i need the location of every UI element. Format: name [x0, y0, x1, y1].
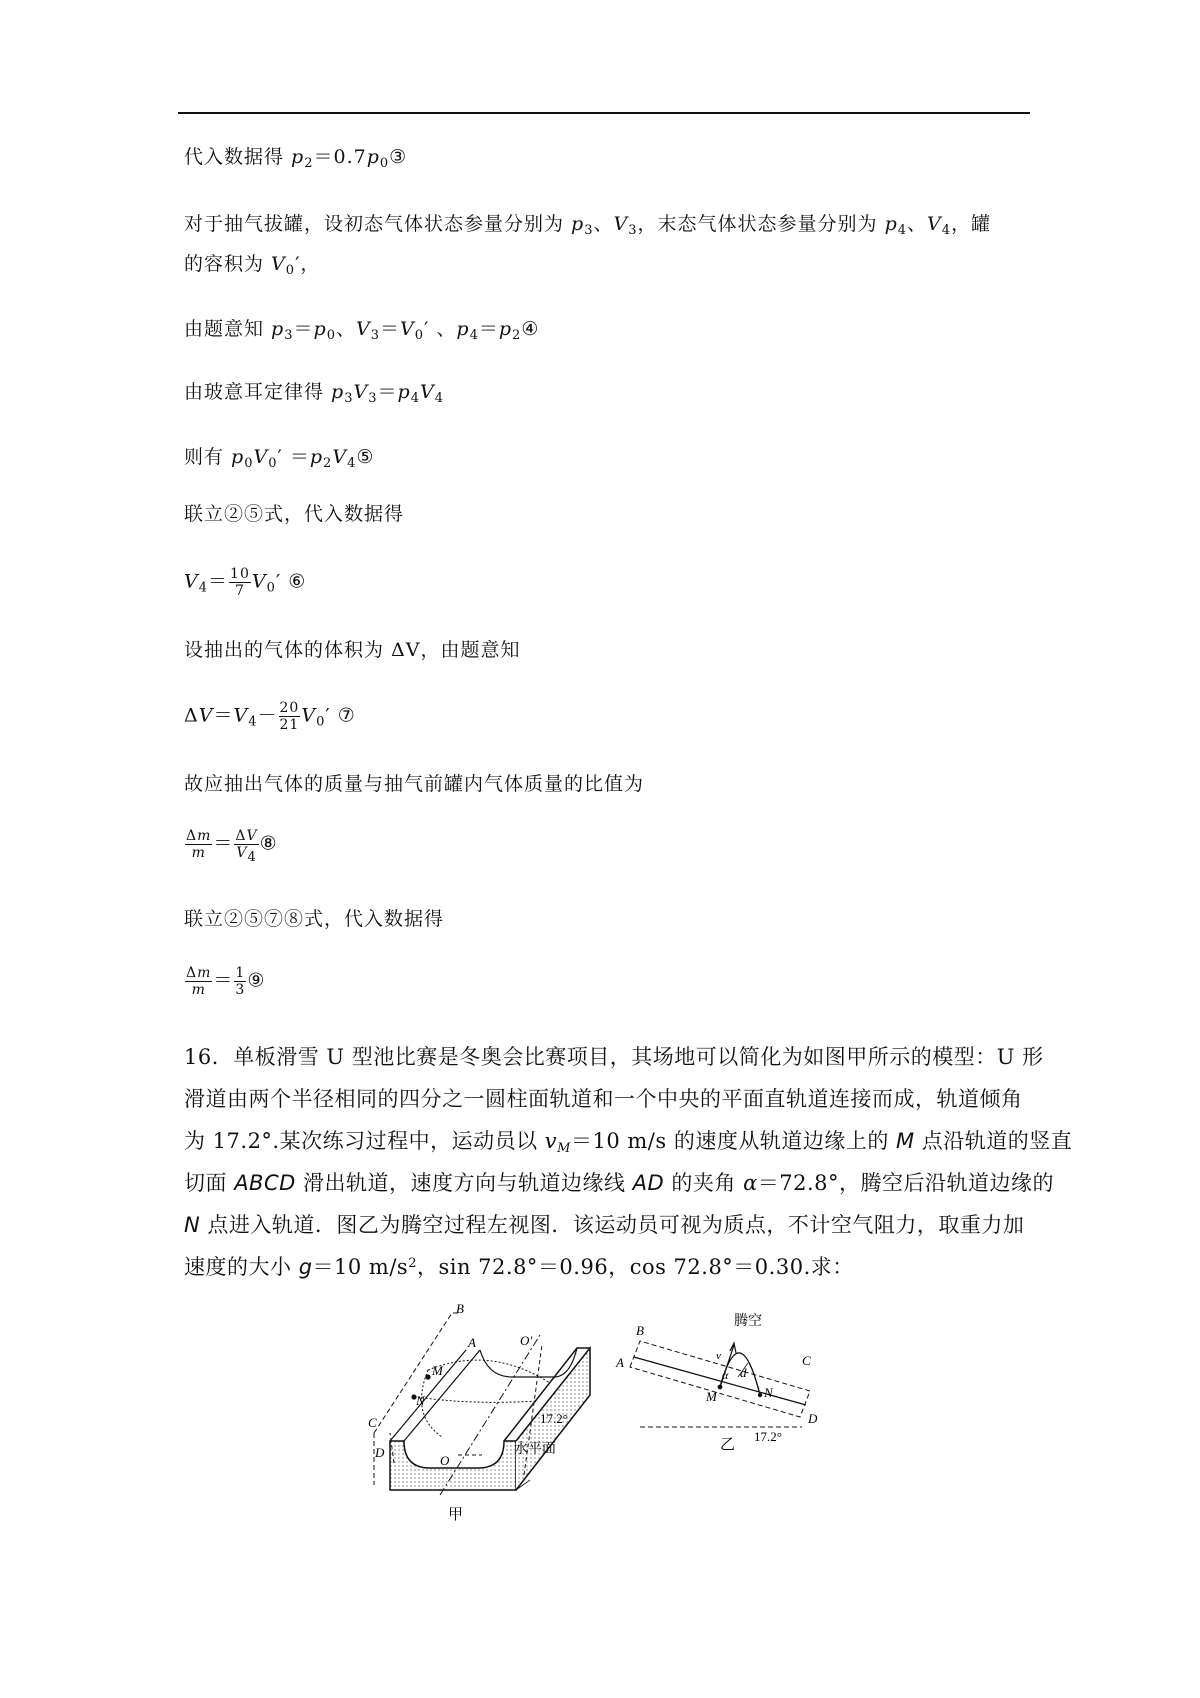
header-rule [178, 112, 1030, 114]
yi-label-C: C [802, 1353, 811, 1368]
jia-label-horizontal: 水平面 [514, 1442, 556, 1457]
jia-label-M: M [432, 1363, 443, 1378]
text-delta-v: 设抽出的气体的体积为 ΔV，由题意知 [184, 639, 521, 661]
yi-label-D: D [808, 1411, 818, 1426]
q16-line-3: 为 17.2°.某次练习过程中，运动员以 $v_M=10$ m/s 的速度从轨道边缘上的 M 点沿轨道的竖直 [184, 1129, 1073, 1156]
yi-label-alpha: α [722, 1368, 729, 1382]
q16-line-4: 切面 ABCD 滑出轨道，速度方向与轨道边缘线 AD 的夹角 α＝72.8°，腾空后沿轨道边缘的 [184, 1171, 1055, 1195]
q16-line-2: 滑道由两个半径相同的四分之一圆柱面轨道和一个中央的平面直轨道连接而成，轨道倾角 [184, 1087, 1023, 1111]
jia-label-O: O [440, 1453, 450, 1468]
jia-label-A: A [468, 1335, 476, 1350]
paragraph-suction: 对于抽气拔罐，设初态气体状态参量分别为 $p_3$、$V_3$，末态气体状态参量分别为 $p_4$、$V_4$，罐 [184, 213, 992, 238]
yi-label-tengkong: 腾空 [734, 1314, 762, 1329]
eq-p2: 代入数据得 $p_2=0.7p_0③$ [184, 146, 408, 171]
eq-p0v0: 则有 $p_0V_0'$ $=p_2V_4⑤$ [184, 446, 375, 471]
yi-label-N: N [764, 1385, 773, 1400]
eq-conditions: 由题意知 $p_3=p_0$、$V_3=V_0'$ 、$p_4=p_2④$ [184, 318, 540, 343]
jia-caption: 甲 [448, 1507, 464, 1523]
text-combine-1: 联立②⑤式，代入数据得 [184, 503, 405, 525]
figure-jia [368, 1301, 590, 1523]
eq-result: $\frac{\Delta m}{m}$ ＝ $\frac{1}{3}$ ⑨ [186, 965, 266, 998]
q16-line-1: 16．单板滑雪 U 型池比赛是冬奥会比赛项目，其场地可以简化为如图甲所示的模型：U 形 [184, 1045, 1044, 1069]
jia-label-O-prime: O' [520, 1333, 533, 1348]
eq-v4: $V_4=$ $\frac{10}{7}$ $V_0'$ ⑥ [184, 566, 307, 599]
jia-label-D: D [375, 1445, 385, 1460]
yi-label-d: d [740, 1365, 747, 1380]
figure-halfpipe [368, 1301, 850, 1535]
eq-boyle: 由玻意耳定律得 $p_3V_3=p_4V_4$ [184, 381, 444, 406]
yi-label-B: B [636, 1323, 644, 1338]
yi-label-M: M [706, 1389, 717, 1404]
yi-label-A: A [616, 1355, 624, 1370]
text-combine-2: 联立②⑤⑦⑧式，代入数据得 [184, 908, 445, 930]
jia-label-angle: 17.2° [540, 1411, 568, 1426]
figure-yi [615, 1312, 818, 1453]
q16-line-6: 速度的大小 g＝10 $m/s^2$，sin 72.8°＝0.96，cos 72.8°＝0.30.求： [184, 1255, 854, 1279]
eq-delta-v: $\Delta V=V_4-$ $\frac{20}{21}$ $V_0'$ ⑦ [184, 700, 356, 733]
yi-caption: 乙 [720, 1437, 736, 1453]
jia-label-N: N [416, 1393, 425, 1408]
yi-label-angle: 17.2° [754, 1429, 782, 1444]
text-ratio: 故应抽出气体的质量与抽气前罐内气体质量的比值为 [184, 773, 645, 795]
eq-mass-ratio: $\frac{\Delta m}{m}$ ＝ $\frac{\Delta V}{V_4}$ ⑧ [186, 828, 278, 865]
yi-label-vM: v [716, 1350, 721, 1362]
jia-label-C: C [368, 1415, 377, 1430]
question-16 [184, 1036, 1073, 1288]
paragraph-suction-cont: 的容积为 $V_0'$， [184, 253, 321, 278]
jia-label-B: B [456, 1301, 464, 1316]
q16-line-5: N 点进入轨道．图乙为腾空过程左视图．该运动员可视为质点，不计空气阻力，取重力加 [184, 1213, 1025, 1237]
